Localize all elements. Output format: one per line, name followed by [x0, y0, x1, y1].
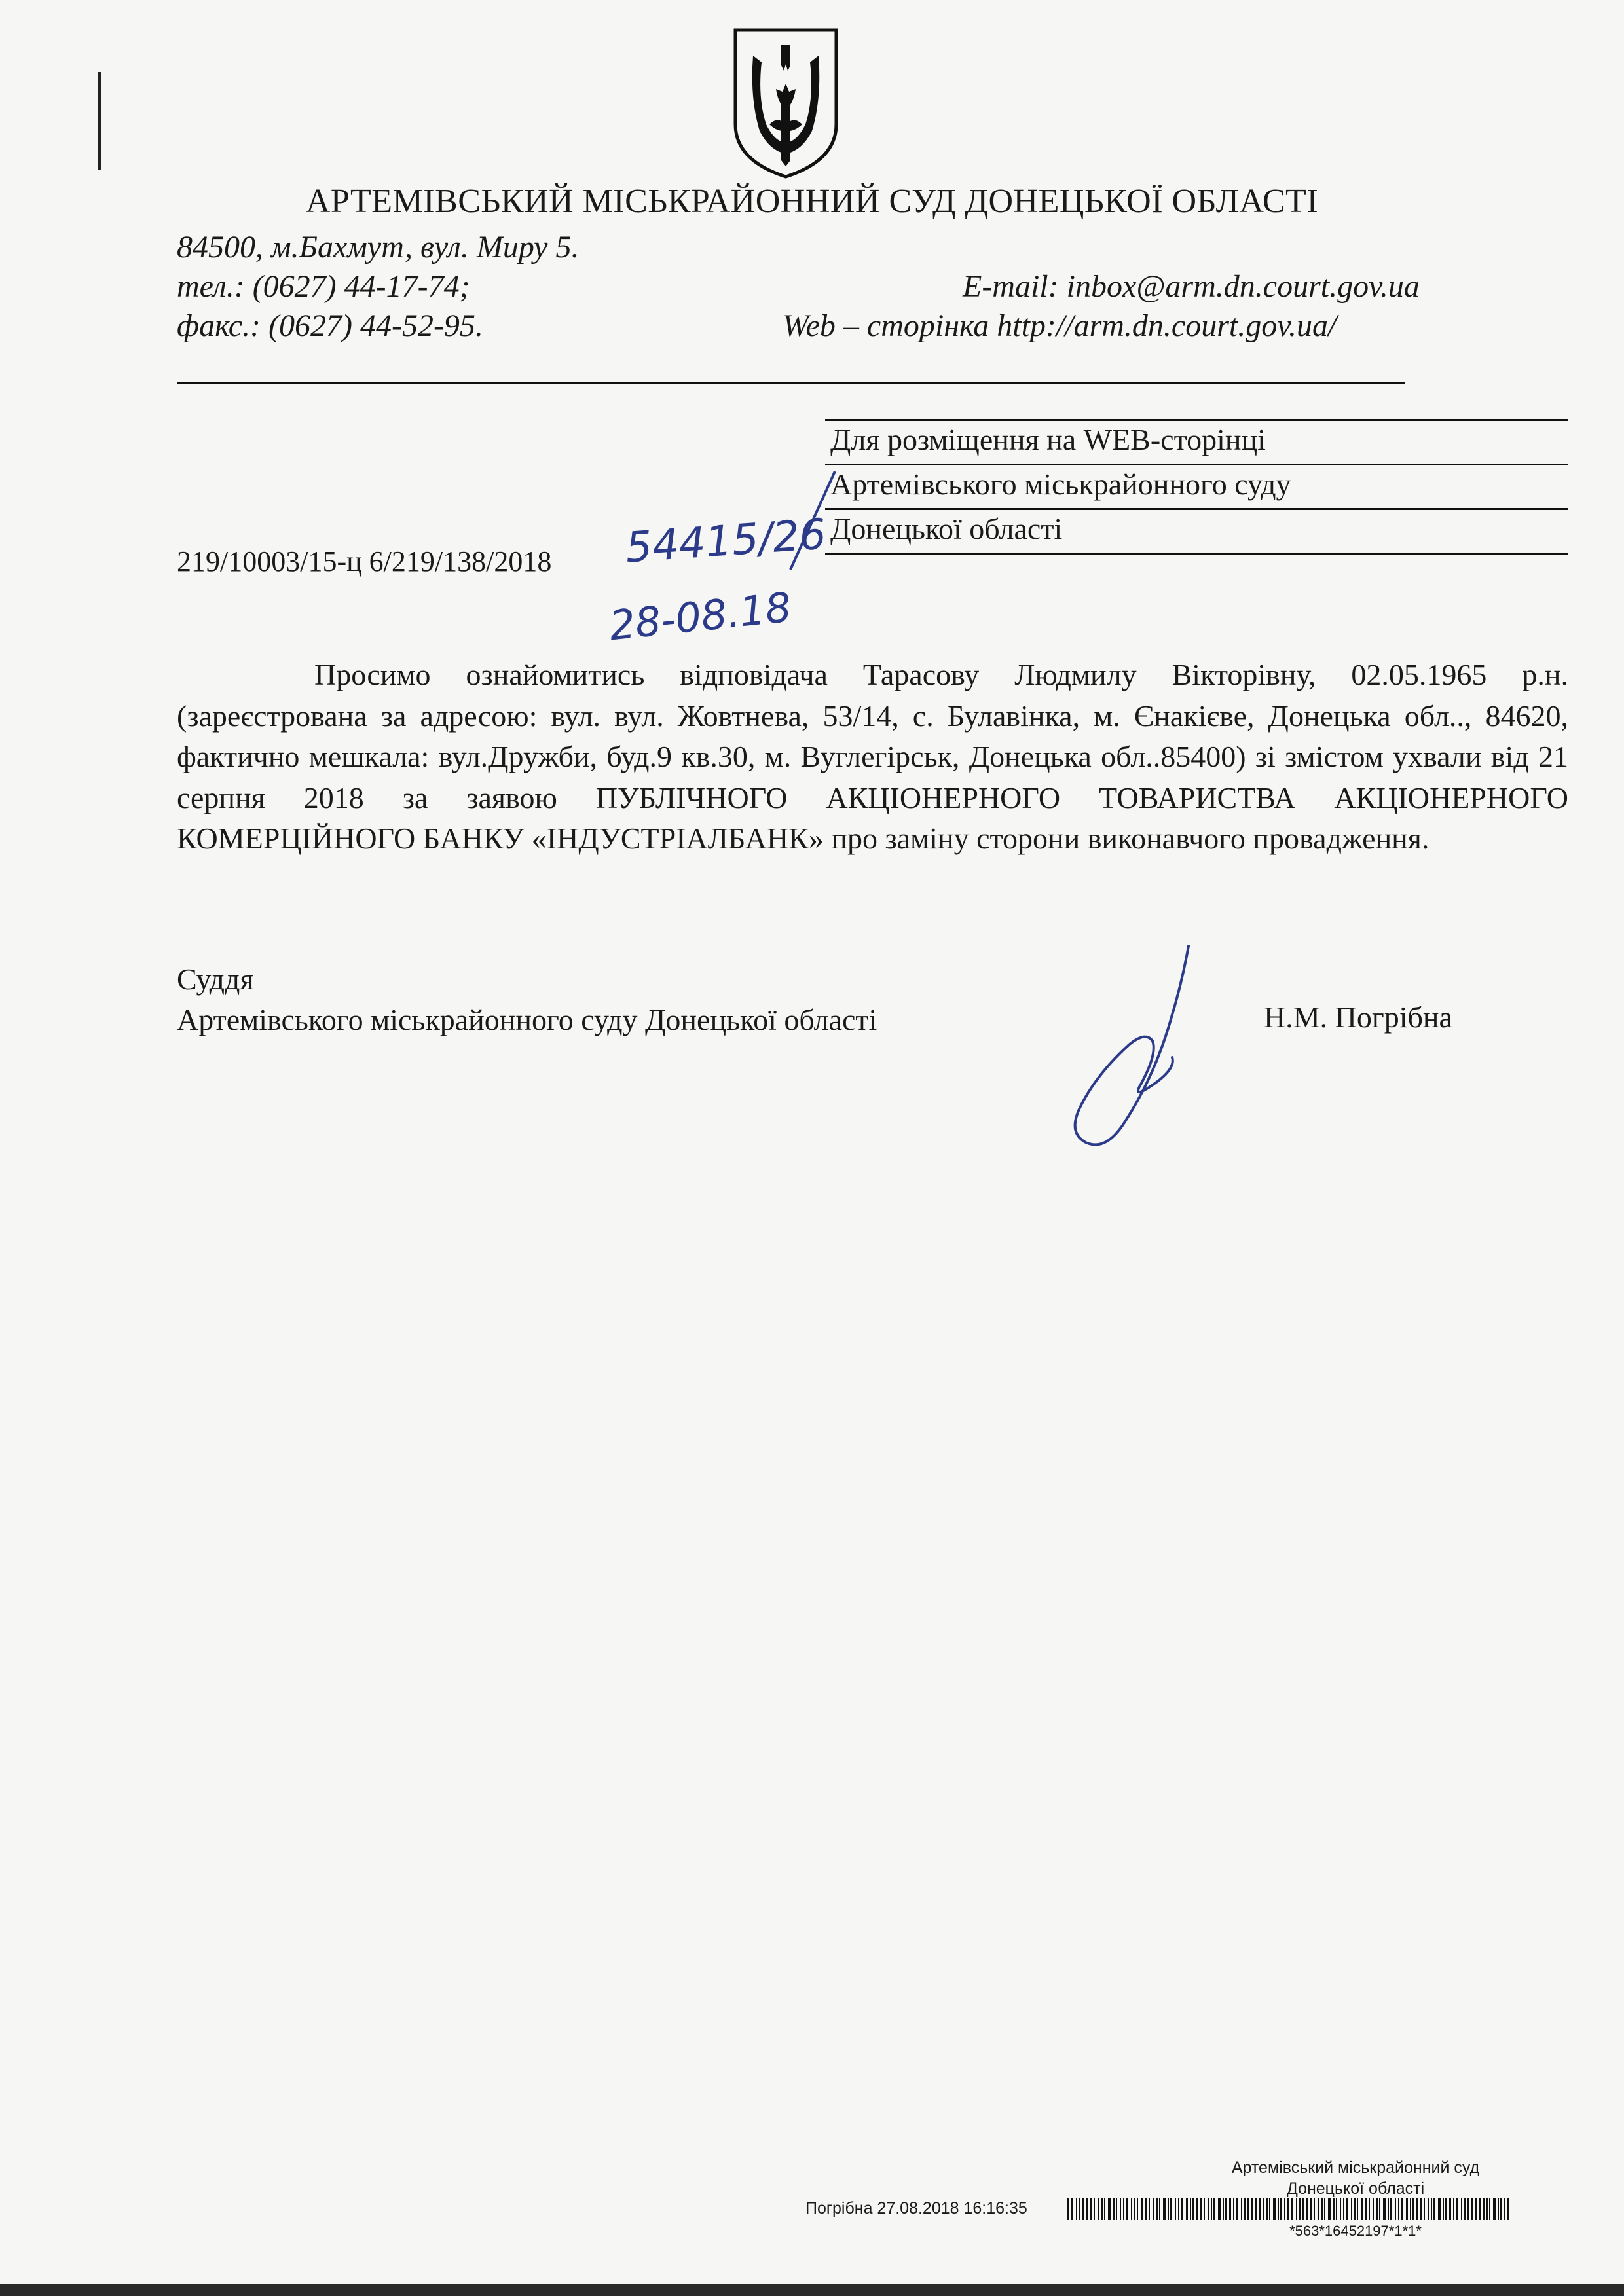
barcode-bar [1333, 2198, 1335, 2220]
handwritten-reg-number: 54415/26 [623, 510, 828, 573]
barcode-bar [1090, 2198, 1092, 2220]
handwritten-signature [1041, 943, 1211, 1152]
barcode-bar [1361, 2198, 1363, 2220]
judge-name: Н.М. Погрібна [1264, 1000, 1452, 1034]
barcode-bar [1178, 2198, 1179, 2220]
barcode-bar [1269, 2198, 1270, 2220]
barcode-bar [1116, 2198, 1117, 2220]
barcode-bar [1145, 2198, 1147, 2220]
barcode-bar [1388, 2198, 1389, 2220]
barcode-bar [1321, 2198, 1323, 2220]
barcode-bar [1340, 2198, 1341, 2220]
barcode-bar [1181, 2198, 1183, 2220]
stamp-court [1172, 2157, 1539, 2199]
barcode-bar [1236, 2198, 1238, 2220]
barcode-bar [1266, 2198, 1268, 2220]
barcode-bar [1433, 2198, 1435, 2220]
barcode-bar [1137, 2198, 1138, 2220]
addressee-bottom-rule [825, 553, 1568, 555]
barcode-bar [1351, 2198, 1352, 2220]
barcode-bar [1406, 2198, 1408, 2220]
barcode-bar [1479, 2198, 1481, 2220]
barcode-bar [1306, 2198, 1308, 2220]
barcode-bar [1280, 2198, 1282, 2220]
barcode-bar [1094, 2198, 1095, 2220]
barcode-bar [1101, 2198, 1103, 2220]
stamp-court-line-2: Донецької області [1286, 2179, 1425, 2198]
barcode-bar [1079, 2198, 1080, 2220]
barcode-bar [1098, 2198, 1099, 2220]
barcode [1067, 2198, 1513, 2220]
barcode-bar [1376, 2198, 1378, 2220]
barcode-bar [1445, 2198, 1447, 2220]
barcode-bar [1120, 2198, 1121, 2220]
header-divider [177, 382, 1405, 384]
barcode-bar [1196, 2198, 1198, 2220]
barcode-bar [1390, 2198, 1392, 2220]
barcode-bar [1310, 2198, 1312, 2220]
barcode-bar [1453, 2198, 1454, 2220]
barcode-bar [1475, 2198, 1477, 2220]
barcode-bar [1401, 2198, 1403, 2220]
barcode-bar [1156, 2198, 1158, 2220]
barcode-bar [1343, 2198, 1344, 2220]
barcode-bar [1412, 2198, 1414, 2220]
barcode-bar [1200, 2198, 1202, 2220]
barcode-bar [1141, 2198, 1143, 2220]
barcode-bar [1428, 2198, 1429, 2220]
barcode-bar [1449, 2198, 1451, 2220]
court-email: E-mail: inbox@arm.dn.court.gov.ua [963, 269, 1420, 304]
barcode-bar [1131, 2198, 1132, 2220]
barcode-bar [1223, 2198, 1224, 2220]
body-text [177, 655, 1568, 860]
barcode-bar [1395, 2198, 1396, 2220]
addressee-line-1: Для розміщення на WEB-сторінці [825, 419, 1568, 464]
barcode-bar [1071, 2198, 1073, 2220]
barcode-bar [1233, 2198, 1234, 2220]
court-phone: тел.: (0627) 44-17-74; [177, 269, 470, 304]
barcode-bar [1273, 2198, 1276, 2220]
court-fax: факс.: (0627) 44-52-95. [177, 308, 483, 343]
addressee-line-3: Донецької області [825, 508, 1568, 553]
barcode-bar [1244, 2198, 1246, 2220]
barcode-bar [1471, 2198, 1473, 2220]
signature-block [177, 959, 877, 1040]
barcode-bar [1190, 2198, 1191, 2220]
court-address: 84500, м.Бахмут, вул. Миру 5. [177, 230, 580, 264]
barcode-bar [1153, 2198, 1154, 2220]
barcode-bar [1443, 2198, 1444, 2220]
barcode-bar [1086, 2198, 1088, 2220]
barcode-bar [1336, 2198, 1337, 2220]
barcode-bar [1082, 2198, 1084, 2220]
barcode-bar [1483, 2198, 1485, 2220]
coat-of-arms-icon [730, 26, 841, 180]
barcode-bar [1163, 2198, 1166, 2220]
barcode-bar [1379, 2198, 1380, 2220]
barcode-bar [1314, 2198, 1315, 2220]
barcode-bar [1493, 2198, 1496, 2220]
barcode-bar [1186, 2198, 1188, 2220]
barcode-bar [1218, 2198, 1221, 2220]
barcode-bar [1486, 2198, 1488, 2220]
barcode-bar [1324, 2198, 1325, 2220]
barcode-bar [1357, 2198, 1358, 2220]
court-name: АРТЕМІВСЬКИЙ МІСЬКРАЙОННИЙ СУД ДОНЕЦЬКОЇ ОБЛАСТІ [305, 183, 1319, 220]
stamp-court-line-1: Артемівський міськрайонний суд [1231, 2159, 1480, 2177]
barcode-bar [1168, 2198, 1169, 2220]
stamp-code: *563*16452197*1*1* [1289, 2223, 1422, 2239]
barcode-bar [1175, 2198, 1176, 2220]
barcode-bar [1431, 2198, 1432, 2220]
barcode-bar [1247, 2198, 1249, 2220]
signature-title: Суддя [177, 962, 254, 996]
barcode-bar [1108, 2198, 1111, 2220]
barcode-bar [1438, 2198, 1441, 2220]
barcode-bar [1287, 2198, 1289, 2220]
barcode-bar [1278, 2198, 1279, 2220]
barcode-bar [1346, 2198, 1348, 2220]
barcode-bar [1241, 2198, 1242, 2220]
barcode-bar [1365, 2198, 1367, 2220]
barcode-bar [1424, 2198, 1425, 2220]
barcode-bar [1500, 2198, 1502, 2220]
barcode-bar [1291, 2198, 1293, 2220]
body-paragraph: Просимо ознайомитись відповідача Тарасову Людмилу Вікторівну, 02.05.1965 р.н. (зареєстрована за адресою: вул. вул. Жовтнева, 53/14, с. Булавінка, м. Єнакієве, Донецька обл.., 84620, фактично мешкала: вул.Дружби, буд.9 кв.30, м. Вуглегірськ, Донецька обл..85400) зі змістом ухвали від 21 серпня 2018 за заявою ПУБЛІЧНОГО АКЦІОНЕРНОГО ТОВАРИСТВА АКЦІОНЕРНОГО КОМЕРЦІЙНОГО БАНКУ «ІНДУСТРІАЛБАНК» про заміну сторони виконавчого провадження. [177, 658, 1568, 855]
barcode-bar [1318, 2198, 1320, 2220]
barcode-bar [1263, 2198, 1264, 2220]
barcode-bar [1225, 2198, 1227, 2220]
barcode-bar [1255, 2198, 1257, 2220]
barcode-bar [1076, 2198, 1077, 2220]
barcode-bar [1464, 2198, 1466, 2220]
barcode-bar [1229, 2198, 1231, 2220]
barcode-bar [1123, 2198, 1124, 2220]
registration-stamp [805, 2157, 1539, 2282]
barcode-bar [1489, 2198, 1490, 2220]
barcode-bar [1211, 2198, 1212, 2220]
barcode-bar [1113, 2198, 1115, 2220]
barcode-bar [1159, 2198, 1160, 2220]
barcode-bar [1410, 2198, 1411, 2220]
court-website: Web – сторінка http://arm.dn.court.gov.ua/ [783, 308, 1337, 343]
barcode-bar [1296, 2198, 1297, 2220]
barcode-bar [1192, 2198, 1194, 2220]
barcode-bar [1170, 2198, 1172, 2220]
barcode-bar [1456, 2198, 1458, 2220]
barcode-bar [1259, 2198, 1261, 2220]
scan-edge-strip [0, 2284, 1624, 2296]
stamp-meta: Погрібна 27.08.2018 16:16:35 [805, 2199, 1027, 2217]
handwritten-date: 28-08.18 [606, 583, 794, 650]
margin-mark [98, 72, 101, 170]
barcode-bar [1383, 2198, 1386, 2220]
barcode-bar [1299, 2198, 1301, 2220]
barcode-bar [1134, 2198, 1135, 2220]
barcode-bar [1149, 2198, 1150, 2220]
barcode-bar [1126, 2198, 1128, 2220]
case-number: 219/10003/15-ц 6/219/138/2018 [177, 545, 552, 577]
barcode-bar [1067, 2198, 1069, 2220]
barcode-bar [1284, 2198, 1285, 2220]
barcode-bar [1416, 2198, 1418, 2220]
addressee-line-2: Артемівського міськрайонного суду [825, 464, 1568, 508]
barcode-bar [1251, 2198, 1253, 2220]
barcode-bar [1498, 2198, 1499, 2220]
barcode-bar [1369, 2198, 1370, 2220]
barcode-bar [1504, 2198, 1505, 2220]
barcode-bar [1467, 2198, 1469, 2220]
signature-court: Артемівського міськрайонного суду Донецької області [177, 1003, 877, 1036]
barcode-bar [1208, 2198, 1209, 2220]
barcode-bar [1507, 2198, 1509, 2220]
barcode-bar [1461, 2198, 1462, 2220]
barcode-bar [1104, 2198, 1105, 2220]
barcode-bar [1373, 2198, 1374, 2220]
barcode-bar [1328, 2198, 1331, 2220]
barcode-bar [1213, 2198, 1215, 2220]
barcode-bar [1302, 2198, 1304, 2220]
barcode-bar [1398, 2198, 1399, 2220]
barcode-bar [1420, 2198, 1422, 2220]
addressee-block [825, 419, 1568, 555]
barcode-bar [1354, 2198, 1356, 2220]
barcode-bar [1204, 2198, 1205, 2220]
